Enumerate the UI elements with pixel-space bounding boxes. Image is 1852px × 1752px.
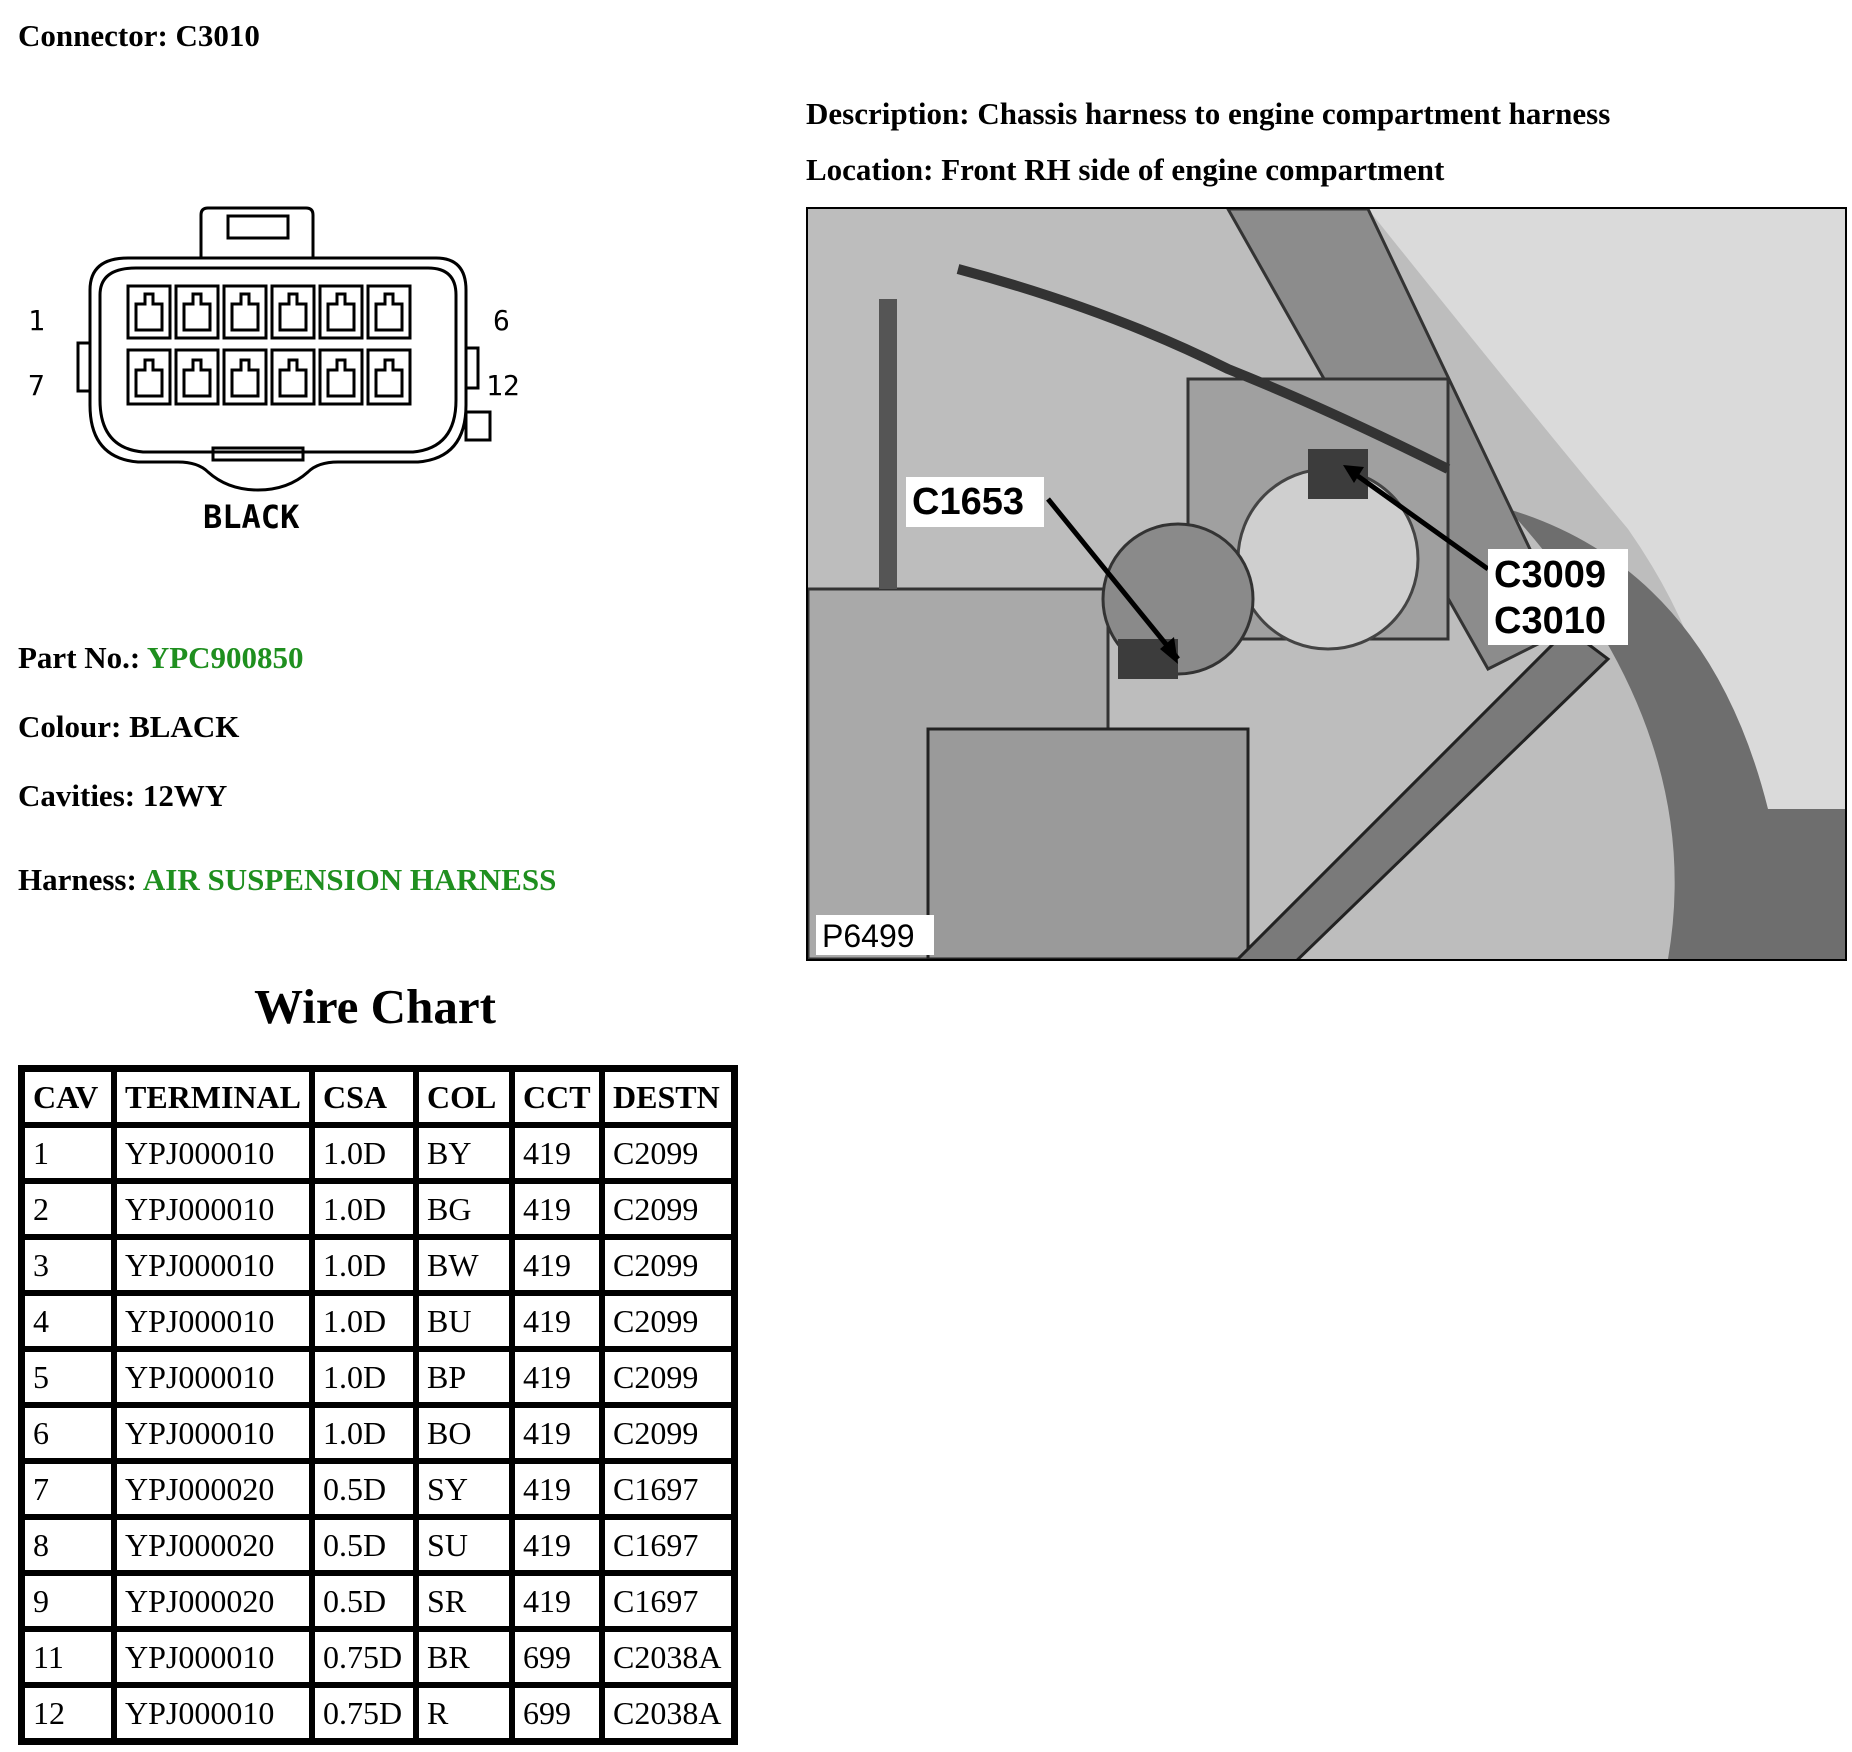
colour-label: Colour: xyxy=(18,709,122,744)
col-header-cct: CCT xyxy=(512,1069,602,1125)
connector-face-diagram xyxy=(18,200,528,550)
cell-cav: 8 xyxy=(22,1517,114,1573)
cell-csa: 0.75D xyxy=(312,1685,416,1741)
cell-destn: C2099 xyxy=(602,1125,734,1181)
callout-c3010: C3010 xyxy=(1494,600,1606,642)
cell-cav: 5 xyxy=(22,1349,114,1405)
cell-cct: 419 xyxy=(512,1405,602,1461)
cell-col: BR xyxy=(416,1629,512,1685)
cell-cct: 419 xyxy=(512,1293,602,1349)
cell-destn: C2099 xyxy=(602,1181,734,1237)
connector-title xyxy=(18,18,260,54)
description-value: Chassis harness to engine compartment harness xyxy=(977,96,1611,131)
location-photo xyxy=(806,207,1847,961)
part-no-value[interactable]: YPC900850 xyxy=(146,640,304,675)
location-label: Location: xyxy=(806,152,934,187)
location-value: Front RH side of engine compartment xyxy=(941,152,1445,187)
cell-destn: C2038A xyxy=(602,1685,734,1741)
harness-value[interactable]: AIR SUSPENSION HARNESS xyxy=(142,862,557,897)
cell-cct: 699 xyxy=(512,1629,602,1685)
cell-csa: 1.0D xyxy=(312,1125,416,1181)
cell-destn: C2099 xyxy=(602,1237,734,1293)
callout-c3009: C3009 xyxy=(1494,554,1606,596)
cell-cct: 419 xyxy=(512,1125,602,1181)
col-header-cav: CAV xyxy=(22,1069,114,1125)
cell-cav: 2 xyxy=(22,1181,114,1237)
callout-c1653: C1653 xyxy=(912,481,1024,523)
cell-csa: 0.5D xyxy=(312,1573,416,1629)
cell-col: SU xyxy=(416,1517,512,1573)
cell-destn: C1697 xyxy=(602,1461,734,1517)
table-row xyxy=(22,1461,734,1517)
cell-csa: 1.0D xyxy=(312,1293,416,1349)
table-row xyxy=(22,1517,734,1573)
cell-terminal: YPJ000020 xyxy=(114,1517,312,1573)
cell-csa: 0.5D xyxy=(312,1517,416,1573)
cell-cav: 6 xyxy=(22,1405,114,1461)
colour-value: BLACK xyxy=(129,709,240,744)
cell-cav: 9 xyxy=(22,1573,114,1629)
cell-cav: 11 xyxy=(22,1629,114,1685)
cell-cav: 4 xyxy=(22,1293,114,1349)
pin-label-7: 7 xyxy=(28,369,45,402)
cell-cav: 1 xyxy=(22,1125,114,1181)
connector-label: Connector: xyxy=(18,18,168,53)
cell-col: BY xyxy=(416,1125,512,1181)
cell-cct: 419 xyxy=(512,1573,602,1629)
pin-label-12: 12 xyxy=(486,369,520,402)
cell-col: BG xyxy=(416,1181,512,1237)
part-number xyxy=(18,640,304,676)
diagram-colour-label: BLACK xyxy=(203,498,300,536)
harness xyxy=(18,862,556,898)
col-header-destn: DESTN xyxy=(602,1069,734,1125)
cavities-label: Cavities: xyxy=(18,778,136,813)
cell-col: SY xyxy=(416,1461,512,1517)
table-row xyxy=(22,1349,734,1405)
cell-cct: 699 xyxy=(512,1685,602,1741)
cell-destn: C2099 xyxy=(602,1293,734,1349)
pin-label-1: 1 xyxy=(28,304,45,337)
cell-destn: C2099 xyxy=(602,1349,734,1405)
cell-cav: 7 xyxy=(22,1461,114,1517)
cell-destn: C1697 xyxy=(602,1573,734,1629)
colour xyxy=(18,709,239,745)
cell-terminal: YPJ000010 xyxy=(114,1181,312,1237)
cell-terminal: YPJ000010 xyxy=(114,1629,312,1685)
wire-chart-title: Wire Chart xyxy=(254,979,496,1034)
cell-col: R xyxy=(416,1685,512,1741)
pin-label-6: 6 xyxy=(493,304,510,337)
cell-destn: C1697 xyxy=(602,1517,734,1573)
cell-csa: 1.0D xyxy=(312,1237,416,1293)
part-no-label: Part No.: xyxy=(18,640,141,675)
cell-cct: 419 xyxy=(512,1349,602,1405)
cell-cct: 419 xyxy=(512,1461,602,1517)
cell-col: BU xyxy=(416,1293,512,1349)
table-row xyxy=(22,1125,734,1181)
cell-cav: 3 xyxy=(22,1237,114,1293)
table-header-row xyxy=(22,1069,734,1125)
cell-terminal: YPJ000010 xyxy=(114,1405,312,1461)
col-header-csa: CSA xyxy=(312,1069,416,1125)
col-header-terminal: TERMINAL xyxy=(114,1069,312,1125)
wire-chart-table xyxy=(18,1065,738,1745)
cavities-value: 12WY xyxy=(142,778,228,813)
connector-value: C3010 xyxy=(175,18,260,53)
cell-col: SR xyxy=(416,1573,512,1629)
description xyxy=(806,96,1610,132)
cell-destn: C2099 xyxy=(602,1405,734,1461)
table-row xyxy=(22,1181,734,1237)
cell-terminal: YPJ000010 xyxy=(114,1125,312,1181)
cell-cct: 419 xyxy=(512,1237,602,1293)
cell-csa: 0.75D xyxy=(312,1629,416,1685)
cell-csa: 1.0D xyxy=(312,1181,416,1237)
cavities xyxy=(18,778,227,814)
harness-label: Harness: xyxy=(18,862,137,897)
table-row xyxy=(22,1237,734,1293)
cell-terminal: YPJ000010 xyxy=(114,1349,312,1405)
cell-csa: 1.0D xyxy=(312,1349,416,1405)
cell-col: BW xyxy=(416,1237,512,1293)
engine-compartment-illustration xyxy=(808,209,1845,959)
description-label: Description: xyxy=(806,96,970,131)
cell-col: BP xyxy=(416,1349,512,1405)
cell-terminal: YPJ000020 xyxy=(114,1461,312,1517)
cell-terminal: YPJ000020 xyxy=(114,1573,312,1629)
table-row xyxy=(22,1573,734,1629)
table-row xyxy=(22,1405,734,1461)
cell-cct: 419 xyxy=(512,1517,602,1573)
col-header-col: COL xyxy=(416,1069,512,1125)
cell-cct: 419 xyxy=(512,1181,602,1237)
cell-destn: C2038A xyxy=(602,1629,734,1685)
cell-cav: 12 xyxy=(22,1685,114,1741)
photo-ref: P6499 xyxy=(822,918,915,954)
cell-terminal: YPJ000010 xyxy=(114,1293,312,1349)
cell-csa: 0.5D xyxy=(312,1461,416,1517)
cell-col: BO xyxy=(416,1405,512,1461)
cell-terminal: YPJ000010 xyxy=(114,1237,312,1293)
table-row xyxy=(22,1293,734,1349)
cell-csa: 1.0D xyxy=(312,1405,416,1461)
cell-terminal: YPJ000010 xyxy=(114,1685,312,1741)
wire-chart-body xyxy=(22,1125,734,1741)
table-row xyxy=(22,1685,734,1741)
location xyxy=(806,152,1444,188)
table-row xyxy=(22,1629,734,1685)
